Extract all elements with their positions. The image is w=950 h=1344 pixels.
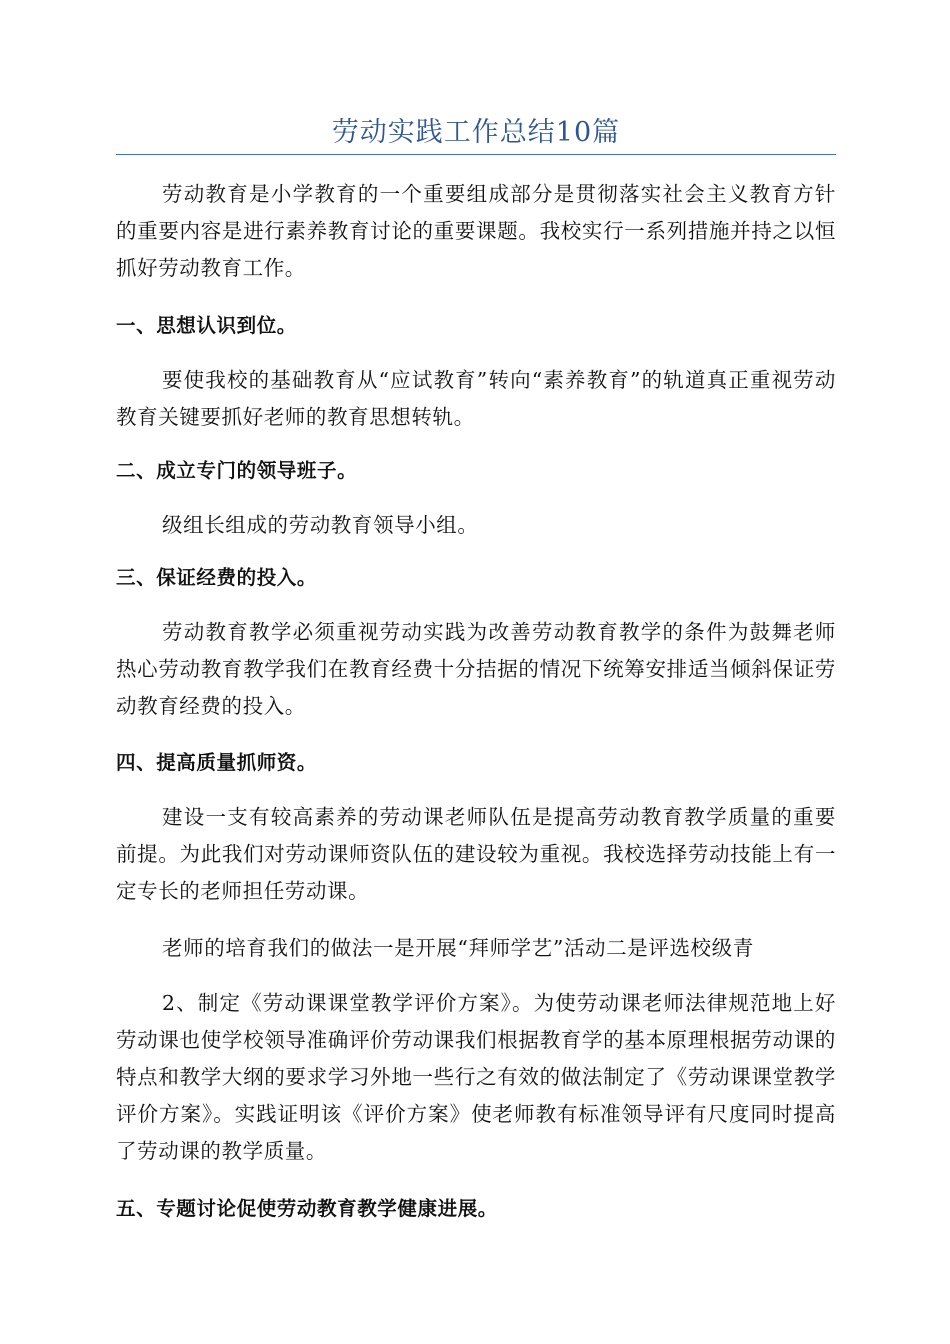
section-4-paragraph-1: 建设一支有较高素养的劳动课老师队伍是提高劳动教育教学质量的重要前提。为此我们对劳动课师资队伍的建设较为重视。我校选择劳动技能上有一定专长的老师担任劳动课。 xyxy=(116,805,836,903)
section-4-paragraph-3: 2、制定《劳动课课堂教学评价方案》。为使劳动课老师法律规范地上好劳动课也使学校领导准确评价劳动课我们根据教育学的基本原理根据劳动课的特点和教学大纲的要求学习外地一些行之有效的做法制定了《劳动课课堂教学评价方案》。实践证明该《评价方案》使老师教有标准领导评有尺度同时提高了劳动课的教学质量。 xyxy=(116,991,836,1163)
section-3-paragraph: 劳动教育教学必须重视劳动实践为改善劳动教育教学的条件为鼓舞老师热心劳动教育教学我们在教育经费十分拮据的情况下统筹安排适当倾斜保证劳动教育经费的投入。 xyxy=(116,620,836,718)
section-1-paragraph: 要使我校的基础教育从“应试教育”转向“素养教育”的轨道真正重视劳动教育关键要抓好老师的教育思想转轨。 xyxy=(116,368,836,429)
section-2-heading: 二、成立专门的领导班子。 xyxy=(116,459,358,482)
section-4-paragraph-2: 老师的培育我们的做法一是开展“拜师学艺”活动二是评选校级青 xyxy=(162,936,754,960)
section-2-paragraph: 级组长组成的劳动教育领导小组。 xyxy=(162,513,479,537)
section-1-heading: 一、思想认识到位。 xyxy=(116,314,297,337)
section-3-heading: 三、保证经费的投入。 xyxy=(116,566,318,589)
document-title: 劳动实践工作总结10篇 xyxy=(331,117,621,148)
intro-paragraph: 劳动教育是小学教育的一个重要组成部分是贯彻落实社会主义教育方针的重要内容是进行素养教育讨论的重要课题。我校实行一系列措施并持之以恒抓好劳动教育工作。 xyxy=(116,182,836,280)
title-divider xyxy=(116,154,836,155)
section-4-heading: 四、提高质量抓师资。 xyxy=(116,751,318,774)
section-5-heading: 五、专题讨论促使劳动教育教学健康进展。 xyxy=(116,1197,498,1220)
